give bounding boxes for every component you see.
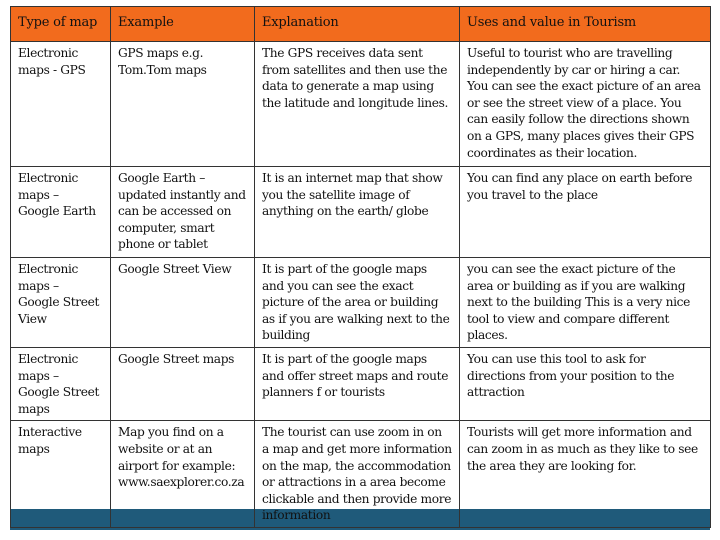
cell-example: GPS maps e.g. Tom.Tom maps [111, 42, 255, 167]
cell-type: Electronic maps – Google Street View [11, 258, 111, 348]
table-row [11, 42, 711, 167]
cell-explanation: The tourist can use zoom in on a map and get more information on the map, the accommodation or attractions in a area become clickable and then provide more information [255, 421, 460, 528]
slide-frame [10, 6, 710, 530]
header-uses-in-tourism: Uses and value in Tourism [460, 7, 711, 42]
table-row [11, 421, 711, 528]
cell-uses: Tourists will get more information and can zoom in as much as they like to see the area they are looking for. [460, 421, 711, 528]
cell-example: Google Street maps [111, 347, 255, 420]
maps-table [10, 6, 711, 528]
cell-explanation: It is part of the google maps and you can see the exact picture of the area or building as if you are walking next to the building [255, 258, 460, 348]
cell-explanation: It is an internet map that show you the satellite image of anything on the earth/ globe [255, 167, 460, 258]
cell-uses: You can find any place on earth before you travel to the place [460, 167, 711, 258]
cell-type: Electronic maps – Google Street maps [11, 347, 111, 420]
cell-explanation: It is part of the google maps and offer street maps and route planners f or tourists [255, 347, 460, 420]
header-explanation: Explanation [255, 7, 460, 42]
table-row [11, 258, 711, 348]
cell-uses: you can see the exact picture of the area or building as if you are walking next to the building This is a very nice tool to view and compare different places. [460, 258, 711, 348]
cell-type: Interactive maps [11, 421, 111, 528]
header-row [11, 7, 711, 42]
cell-uses: Useful to tourist who are travelling independently by car or hiring a car. You can see the exact picture of an area or see the street view of a place. You can easily follow the directions shown on a GPS, many places gives their GPS coordinates as their location. [460, 42, 711, 167]
cell-example: Google Street View [111, 258, 255, 348]
header-type-of-map: Type of map [11, 7, 111, 42]
table-row [11, 167, 711, 258]
header-example: Example [111, 7, 255, 42]
cell-example: Google Earth – updated instantly and can be accessed on computer, smart phone or tablet [111, 167, 255, 258]
cell-uses: You can use this tool to ask for directions from your position to the attraction [460, 347, 711, 420]
cell-type: Electronic maps - GPS [11, 42, 111, 167]
cell-example: Map you find on a website or at an airport for example: www.saexplorer.co.za [111, 421, 255, 528]
cell-type: Electronic maps – Google Earth [11, 167, 111, 258]
cell-explanation: The GPS receives data sent from satellites and then use the data to generate a map using the latitude and longitude lines. [255, 42, 460, 167]
table-row [11, 347, 711, 420]
